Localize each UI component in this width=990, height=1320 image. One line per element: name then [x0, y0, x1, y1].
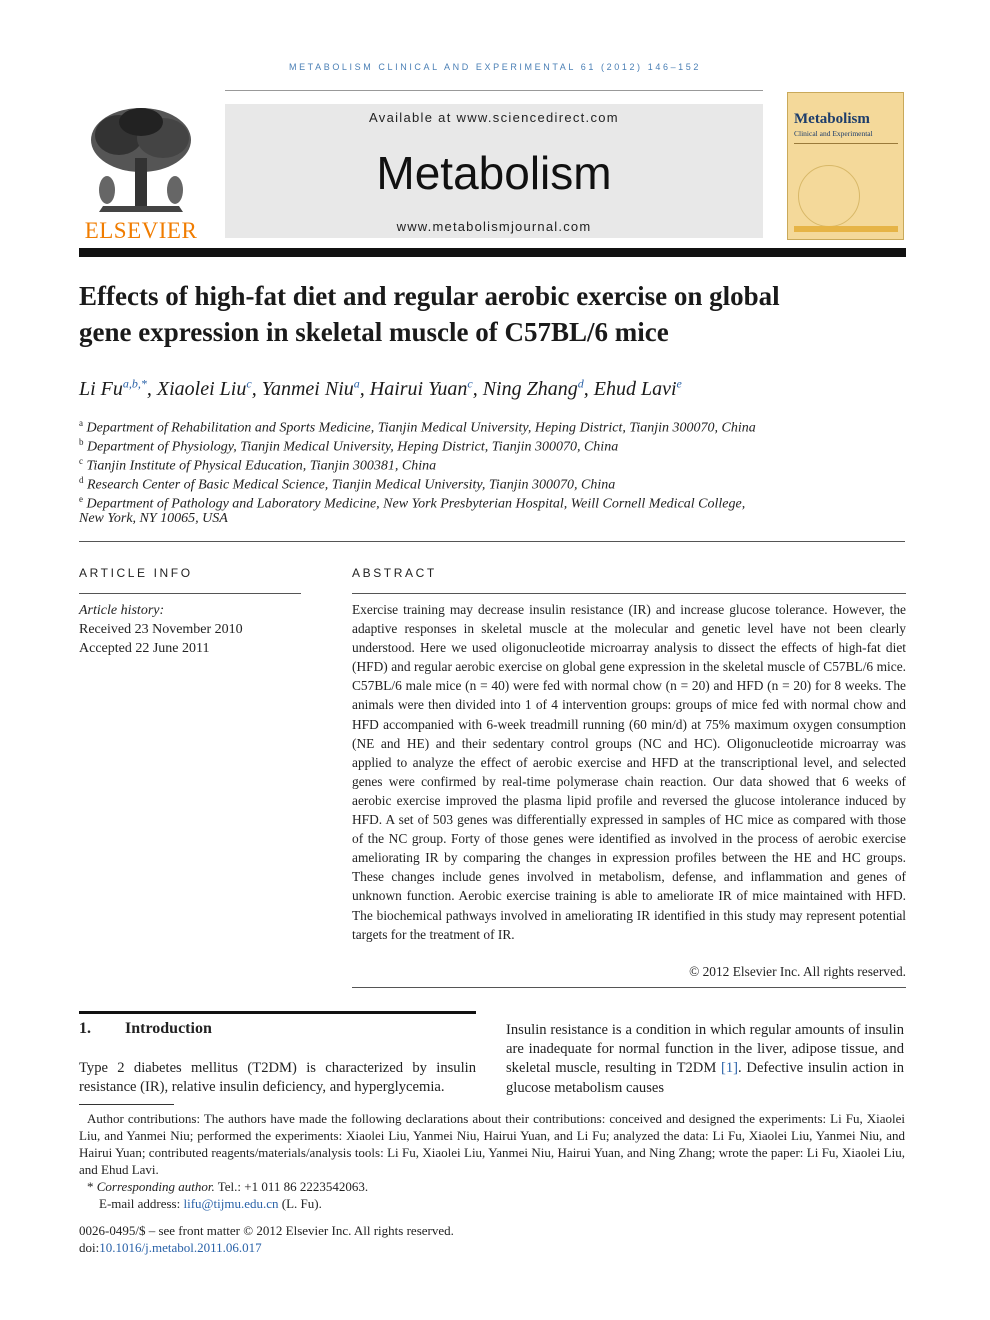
author[interactable]: Ehud Lavi$^e$: [593, 376, 682, 400]
cover-subtitle: Clinical and Experimental: [794, 129, 873, 138]
author[interactable]: Yanmei Niu$^a$,: [261, 376, 370, 400]
section-title: Introduction: [125, 1020, 212, 1037]
article-info-heading: ARTICLE INFO: [79, 566, 193, 580]
accepted-date: Accepted 22 June 2011: [79, 641, 210, 656]
journal-url[interactable]: www.metabolismjournal.com: [396, 219, 592, 234]
cover-title: Metabolism: [794, 111, 870, 127]
title-rule: [79, 248, 906, 257]
elsevier-logo-word: ELSEVIER: [84, 218, 198, 243]
running-header: METABOLISM CLINICAL AND EXPERIMENTAL 61 (2012) 146–152: [288, 62, 701, 72]
cover-band: [794, 226, 898, 232]
article-info-rule: [79, 593, 301, 594]
abstract-bottom-rule: [352, 987, 906, 988]
email-link[interactable]: lifu@tijmu.edu.cn: [183, 1196, 279, 1211]
author-list: [79, 376, 909, 401]
affiliation-continued: New York, NY 10065, USA: [79, 511, 228, 526]
author[interactable]: Xiaolei Liu$^c$,: [156, 376, 262, 400]
affiliation: $^a$ Department of Rehabilitation and Sports Medicine, Tianjin Medical University, Heping District, Tianjin 300070, China: [79, 418, 756, 436]
affiliation: $^b$ Department of Physiology, Tianjin Medical University, Heping District, Tianjin 300070, China: [79, 437, 619, 455]
doi-link[interactable]: 10.1016/j.metabol.2011.06.017: [99, 1240, 262, 1255]
history-label: Article history:: [79, 603, 165, 618]
header-rule: [225, 90, 763, 91]
author-affiliation-link[interactable]: c: [246, 376, 252, 390]
abstract-copyright: © 2012 Elsevier Inc. All rights reserved.: [689, 964, 906, 979]
cover-ring: [798, 165, 860, 227]
intro-rule: [79, 1011, 476, 1014]
abstract-rule: [352, 593, 906, 594]
author[interactable]: Ning Zhang$^d$,: [482, 376, 594, 400]
issn-line: 0026-0495/$ – see front matter © 2012 Elsevier Inc. All rights reserved.: [79, 1223, 454, 1238]
affiliation: $^c$ Tianjin Institute of Physical Education, Tianjin 300381, China: [79, 456, 437, 474]
author-affiliation-link[interactable]: a: [353, 376, 360, 390]
author-affiliation-link[interactable]: c: [467, 376, 473, 390]
article-title: [79, 278, 909, 350]
doi-line: doi:10.1016/j.metabol.2011.06.017: [79, 1240, 262, 1255]
email-footnote: E-mail address: lifu@tijmu.edu.cn (L. Fu).: [99, 1196, 322, 1211]
journal-title: Metabolism: [376, 147, 612, 199]
reference-link[interactable]: [1]: [721, 1060, 739, 1077]
author-affiliation-link[interactable]: a,b,*: [122, 376, 147, 390]
author[interactable]: Hairui Yuan$^c$,: [369, 376, 483, 400]
sciencedirect-line: Available at www.sciencedirect.com: [369, 110, 619, 125]
affiliation: $^e$ Department of Pathology and Laboratory Medicine, New York Presbyterian Hospital, Weill Cornell Medical College,: [79, 494, 746, 512]
cover-rule: [794, 143, 898, 144]
intro-right-paragraph: Insulin resistance is a condition in which regular amounts of insulin are inadequate for normal function in the liver, adipose tissue, and skeletal muscle, resulting in T2DM [1]. Defective insulin action in glucose metabolism causes: [506, 1022, 905, 1096]
section-rule: [79, 541, 905, 542]
abstract-text: Exercise training may decrease insulin resistance (IR) and increase glucose tolerance. However, the adaptive responses in skeletal muscle at the molecular and genetic level have not been clearly understood. Here we used oligonucleotide microarray analysis to dissect the effects of high-fat diet (HFD) and regular aerobic exercise on global gene expression in the skeletal muscle of C57BL/6 mice. C57BL/6 male mice (n = 40) were fed with normal chow (n = 20) and HFD (n = 20) for 8 weeks. The animals were then divided into 1 of 4 intervention groups: groups of mice fed with normal chow and HFD accompanied with 6-week treadmill running (60 min/d) at 75% maximum oxygen consumption (NE and HE) and their sedentary control groups (NC and HC). Oligonucleotide microarray was applied to analyze the effect of aerobic exercise and HFD at the transcriptional level, and selected genes were confirmed by real-time polymerase chain reaction. Our data showed that 6 weeks of aerobic exercise improved the plasma lipid profile and reversed the glucose intolerance induced by HFD. A set of 503 genes was differentially expressed in samples of HC mice as compared with those of the NC group. Forty of those genes were identified as involved in the process of aerobic exercise ameliorating IR by comparing the changes in expression profiles between the HE and HC groups. These changes include genes involved in metabolism, defense, and inflammation and genes of unknown function. Aerobic exercise training is able to ameliorate IR of mice maintained with HFD. The biochemical pathways involved in ameliorating IR identified in this study may represent potential targets for the treatment of IR.: [352, 602, 906, 942]
author[interactable]: Li $Fu^{a,b,*}$,: [79, 376, 157, 400]
section-number: 1.: [79, 1020, 91, 1037]
title-line-2: gene expression in skeletal muscle of C57BL/6 mice: [79, 317, 669, 347]
intro-heading: [79, 1020, 212, 1038]
affiliation: $^d$ Research Center of Basic Medical Science, Tianjin Medical University, Tianjin 300070, China: [79, 475, 616, 493]
author-contributions-footnote: Author contributions: The authors have made the following declarations about their contributions: conceived and designed the experiments: Li Fu, Xiaolei Liu, and Yanmei Niu; performed the experiments: Xiaolei Liu, Yanmei Niu, Hairui Yuan, and Li Fu; analyzed the data: Li Fu, Xiaolei Liu, Yanmei Niu, and Hairui Yuan; contributed reagents/materials/analysis tools: Li Fu, Xiaolei Liu, Yanmei Niu, Hairui Yuan, and Ning Zhang; wrote the paper: Li Fu, Xiaolei Liu, and Ehud Lavi.: [79, 1111, 905, 1177]
intro-left-paragraph: Type 2 diabetes mellitus (T2DM) is characterized by insulin resistance (IR), relative insulin deficiency, and hyperglycemia.: [79, 1060, 476, 1096]
author-affiliation-link[interactable]: e: [676, 376, 682, 390]
received-date: Received 23 November 2010: [79, 622, 243, 637]
journal-cover-image: [787, 92, 904, 240]
abstract-heading: ABSTRACT: [352, 566, 437, 580]
author-affiliation-link[interactable]: d: [577, 376, 584, 390]
title-line-1: Effects of high-fat diet and regular aerobic exercise on global: [79, 281, 780, 311]
footnote-rule: [79, 1104, 174, 1105]
corresponding-author-footnote: * Corresponding author. Tel.: +1 011 86 2223542063.: [87, 1179, 369, 1194]
